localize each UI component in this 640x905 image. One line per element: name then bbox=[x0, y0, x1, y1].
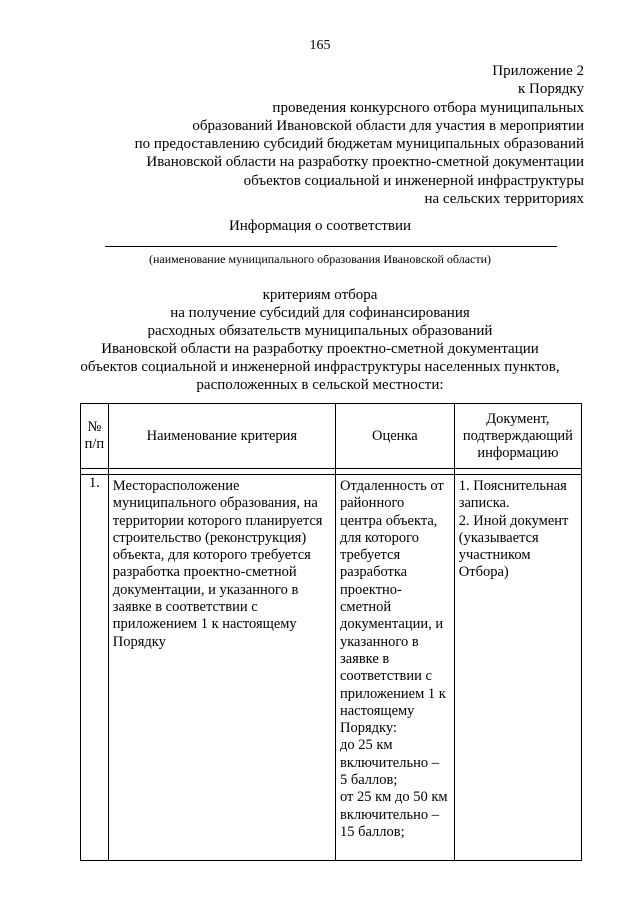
row-doc bbox=[454, 475, 581, 861]
appendix-line: проведения конкурсного отбора муниципальных bbox=[272, 99, 584, 116]
criteria-heading-line: расположенных в сельской местности: bbox=[196, 376, 444, 393]
cell-line: разработка проектно-сметной bbox=[112, 564, 297, 581]
cell-line: 5 баллов; bbox=[339, 772, 398, 789]
header-num-line: № bbox=[87, 419, 102, 435]
row-doc-lines bbox=[455, 475, 581, 586]
appendix-line: объектов социальной и инженерной инфраструктуры bbox=[243, 172, 584, 189]
header-num bbox=[81, 404, 109, 469]
header-score bbox=[335, 404, 454, 469]
criteria-heading-line: критериям отбора bbox=[262, 287, 378, 303]
criteria-heading-line: Ивановской области на разработку проектно-сметной документации bbox=[101, 340, 539, 357]
header-doc bbox=[454, 404, 581, 469]
row-name-lines bbox=[109, 475, 335, 655]
cell-line: (указывается bbox=[458, 529, 539, 546]
header-doc-line: информацию bbox=[477, 444, 559, 461]
appendix-line: к Порядку bbox=[518, 81, 584, 98]
row-score-lines bbox=[336, 475, 454, 845]
cell-line: документации, и указанного в bbox=[112, 581, 299, 598]
cell-line: Месторасположение bbox=[112, 478, 240, 494]
appendix-line: Ивановской области на разработку проектно-сметной документации bbox=[146, 154, 584, 171]
page-number: 165 bbox=[309, 38, 331, 53]
cell-line: районного bbox=[339, 495, 405, 512]
header-score-line: Оценка bbox=[372, 427, 418, 444]
criteria-heading-line: на получение субсидий для софинансирования bbox=[170, 304, 470, 321]
table-header-row bbox=[81, 404, 582, 469]
info-title: Информация о соответствии bbox=[228, 218, 412, 234]
cell-line: включительно – bbox=[339, 754, 439, 771]
cell-line: для которого bbox=[339, 529, 419, 546]
row-score bbox=[335, 475, 454, 861]
fill-in-caption: (наименование муниципального образования Ивановской области) bbox=[148, 252, 492, 266]
appendix-header bbox=[64, 62, 584, 208]
cell-line: сметной bbox=[339, 599, 392, 616]
cell-line: Отбора) bbox=[458, 564, 509, 581]
header-name-line: Наименование критерия bbox=[146, 427, 298, 444]
cell-line: участником bbox=[458, 547, 531, 564]
header-name bbox=[108, 404, 335, 469]
cell-line: строительство (реконструкция) bbox=[112, 529, 307, 546]
criteria-heading bbox=[40, 287, 600, 394]
cell-line: требуется bbox=[339, 547, 401, 564]
row-num: 1. bbox=[81, 475, 109, 861]
header-doc-line: Документ, bbox=[486, 410, 550, 427]
header-num-line: п/п bbox=[84, 436, 105, 452]
cell-line: документации, и bbox=[339, 616, 444, 633]
cell-line: приложением 1 к настоящему bbox=[112, 616, 297, 633]
cell-line: Порядку bbox=[112, 633, 166, 650]
cell-line: включительно – bbox=[339, 806, 439, 823]
row-name bbox=[108, 475, 335, 861]
appendix-line: на сельских территориях bbox=[424, 191, 584, 208]
cell-line: соответствии с bbox=[339, 668, 432, 685]
criteria-heading-line: объектов социальной и инженерной инфраструктуры населенных пунктов, bbox=[80, 358, 560, 375]
criteria-heading-line: расходных обязательств муниципальных образований bbox=[147, 322, 493, 339]
cell-line: до 25 км bbox=[339, 737, 393, 754]
fill-in-line bbox=[105, 246, 557, 247]
cell-line: муниципального образования, на bbox=[112, 495, 318, 512]
cell-line: 15 баллов; bbox=[339, 823, 405, 840]
cell-line: центра объекта, bbox=[339, 512, 438, 529]
cell-line: проектно- bbox=[339, 581, 402, 598]
cell-line: настоящему bbox=[339, 702, 415, 719]
criteria-table bbox=[80, 403, 582, 861]
appendix-line: образований Ивановской области для участия в мероприятии bbox=[192, 117, 584, 134]
cell-line: заявке в соответствии с bbox=[112, 599, 258, 616]
cell-line: 1. Пояснительная bbox=[458, 478, 567, 494]
cell-line: 2. Иной документ bbox=[458, 512, 569, 529]
cell-line: приложением 1 к bbox=[339, 685, 446, 702]
cell-line: объекта, для которого требуется bbox=[112, 547, 311, 564]
table-row bbox=[81, 475, 582, 861]
cell-line: Отдаленность от bbox=[339, 478, 444, 494]
cell-line: разработка bbox=[339, 564, 408, 581]
cell-line: указанного в bbox=[339, 633, 419, 650]
cell-line: территории которого планируется bbox=[112, 512, 323, 529]
cell-line: от 25 км до 50 км bbox=[339, 789, 448, 806]
appendix-line: Приложение 2 bbox=[492, 63, 584, 79]
cell-line: Порядку: bbox=[339, 720, 397, 737]
cell-line: записка. bbox=[458, 495, 510, 512]
cell-line: заявке в bbox=[339, 650, 390, 667]
appendix-line: по предоставлению субсидий бюджетам муниципальных образований bbox=[134, 136, 584, 153]
header-doc-line: подтверждающий bbox=[462, 427, 573, 444]
